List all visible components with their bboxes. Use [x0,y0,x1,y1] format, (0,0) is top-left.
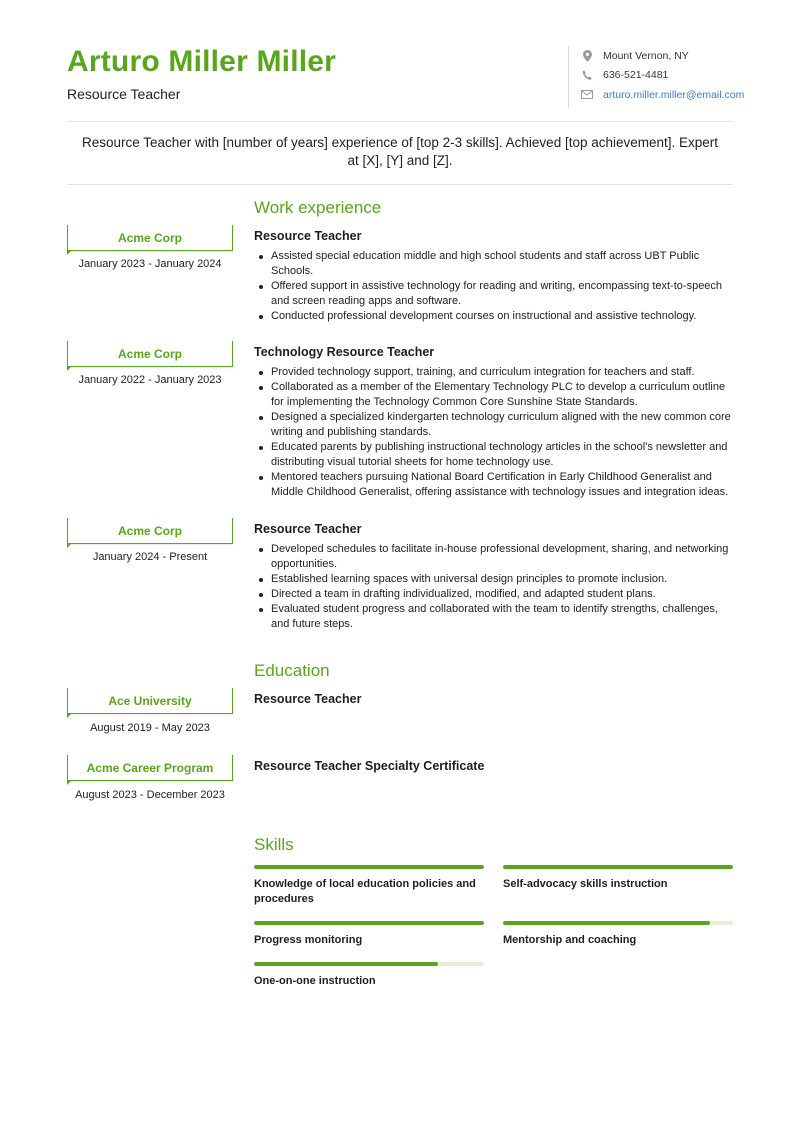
skill-label: Mentorship and coaching [503,934,637,946]
skill-bar-fill [254,962,438,966]
work-dates: January 2023 - January 2024 [78,258,222,270]
skill-bar [254,921,484,925]
skill-item [503,865,733,892]
job-bullet: Collaborated as a member of the Elementary Technology PLC to develop a curriculum outline for implementing the Technology Common Core Sunshine State Standards. [254,380,734,410]
job-bullet: Established learning spaces with universal design principles to promote inclusion. [254,572,734,587]
job-bullet: Offered support in assistive technology for reading and writing, encompassing text-to-speech and screen reading apps and software. [254,279,734,309]
skill-item [254,962,484,989]
work-dates: January 2022 - January 2023 [78,374,222,386]
skill-label: One-on-one instruction [254,975,376,987]
skill-bar [503,865,733,869]
contact-block [568,46,744,108]
job-title: Resource Teacher [254,522,362,536]
job-bullet: Designed a specialized kindergarten technology curriculum aligned with the new common core writing and publishing standards. [254,410,734,440]
phone-icon [579,70,595,81]
work-entry [254,229,734,324]
work-company-tag: Acme Corp [67,225,233,251]
job-bullet: Provided technology support, training, and curriculum integration for teachers and staff. [254,365,734,380]
job-bullets [254,365,734,500]
degree-title: Resource Teacher Specialty Certificate [254,759,485,773]
skill-item [254,865,484,907]
work-company-tag: Acme Corp [67,518,233,544]
work-dates: January 2024 - Present [92,551,208,563]
skill-bar [254,962,484,966]
job-title: Resource Teacher [254,229,362,243]
envelope-icon [579,90,595,99]
phone-text: 636-521-4481 [603,69,669,82]
job-bullets [254,542,734,632]
education-entry [254,692,734,711]
work-entry [254,522,734,632]
skill-bar-fill [254,865,484,869]
contact-location [579,46,744,66]
skill-bar [503,921,733,925]
skill-bar-fill [254,921,484,925]
education-school-tag: Acme Career Program [67,755,233,781]
skill-label: Knowledge of local education policies and procedures [254,878,476,905]
job-title: Technology Resource Teacher [254,345,435,359]
skill-label: Self-advocacy skills instruction [503,878,668,890]
skill-label: Progress monitoring [254,934,363,946]
education-school-tag: Ace University [67,688,233,714]
job-bullet: Mentored teachers pursuing National Board Certification in Early Childhood Generalist and Middle Childhood Generalist, offering assistance with technology issues and integration ideas. [254,470,734,500]
contact-email[interactable] [579,85,744,105]
location-text: Mount Vernon, NY [603,49,689,62]
header-divider [67,121,733,122]
education-entry [254,759,734,778]
job-bullet: Developed schedules to facilitate in-house professional development, sharing, and networking opportunities. [254,542,734,572]
candidate-title: Resource Teacher [67,86,181,102]
work-company-tag: Acme Corp [67,341,233,367]
email-link[interactable]: arturo.miller.miller@email.com [603,88,745,101]
map-pin-icon [579,50,595,62]
work-entry [254,345,734,500]
skills-section-title: Skills [254,835,294,854]
skill-bar-fill [503,921,710,925]
job-bullet: Evaluated student progress and collaborated with the team to identify strengths, challenges, and future steps. [254,602,734,632]
education-dates: August 2019 - May 2023 [90,722,210,734]
job-bullet: Assisted special education middle and high school students and staff across UBT Public Schools. [254,249,734,279]
skill-bar [254,865,484,869]
candidate-name: Arturo Miller Miller [67,45,337,78]
skill-item [254,921,484,948]
summary-divider [67,184,733,185]
summary-text: Resource Teacher with [number of years] experience of [top 2-3 skills]. Achieved [top achievement]. Expert at [X], [Y] and [Z]. [81,135,719,168]
job-bullet: Educated parents by publishing instructional technology articles in the school's newsletter and distributing visual tutorial sheets for home technology use. [254,440,734,470]
contact-phone [579,66,744,86]
skill-bar-fill [503,865,733,869]
degree-title: Resource Teacher [254,692,362,706]
skill-item [503,921,733,948]
education-dates: August 2023 - December 2023 [75,789,225,801]
job-bullet: Conducted professional development courses on instructional and assistive technology. [254,309,734,324]
work-section-title: Work experience [254,198,382,217]
job-bullet: Directed a team in drafting individualized, modified, and adapted student plans. [254,587,734,602]
job-bullets [254,249,734,324]
education-section-title: Education [254,661,330,680]
